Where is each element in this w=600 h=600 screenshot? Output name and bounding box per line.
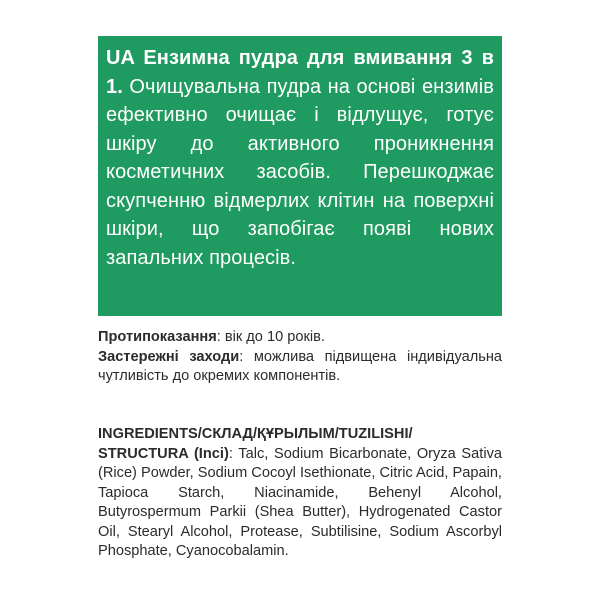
- warnings-section: [98, 328, 502, 387]
- ingredients-label: INGREDIENTS/СКЛАД/ҚҰРЫЛЫМ/TUZILISHI/ STRUCTURA (Inci): [98, 426, 413, 462]
- product-title: UA Ензимна пудра для вмивання 3 в 1.: [106, 47, 494, 98]
- product-description-text: Очищувальна пудра на основі ензимів ефективно очищає і відлущує, готує шкіру до активного проникнення косметичних засобів. Перешкоджає скупченню відмерлих клітин на поверхні шкіри, що запобігає появі нових запальних процесів.: [106, 75, 494, 269]
- warnings-label: Застережні заходи: [98, 348, 240, 365]
- product-description: [106, 44, 494, 272]
- ingredients-section: [98, 425, 502, 562]
- product-description-panel: [98, 36, 502, 316]
- ingredients-paragraph: [98, 425, 502, 562]
- warnings-paragraph: [98, 348, 502, 387]
- ingredients-text: : Talc, Sodium Bicarbonate, Oryza Sativa (Rice) Powder, Sodium Cocoyl Isethionate, Citric Acid, Papain, Tapioca Starch, Niacinamide, Behenyl Alcohol, Butyrospermum Parkii (Shea Butter), Hydrogenated Castor Oil, Stearyl Alcohol, Protease, Subtilisine, Sodium Ascorbyl Phosphate, Cyanocobalamin.: [98, 445, 502, 559]
- warnings-text: : можлива підвищена індивідуальна чутливість до окремих компонентів.: [98, 348, 502, 384]
- contraindications-paragraph: [98, 328, 502, 348]
- contraindications-text: : вік до 10 років.: [216, 329, 325, 345]
- contraindications-label: Протипоказання: [98, 329, 217, 345]
